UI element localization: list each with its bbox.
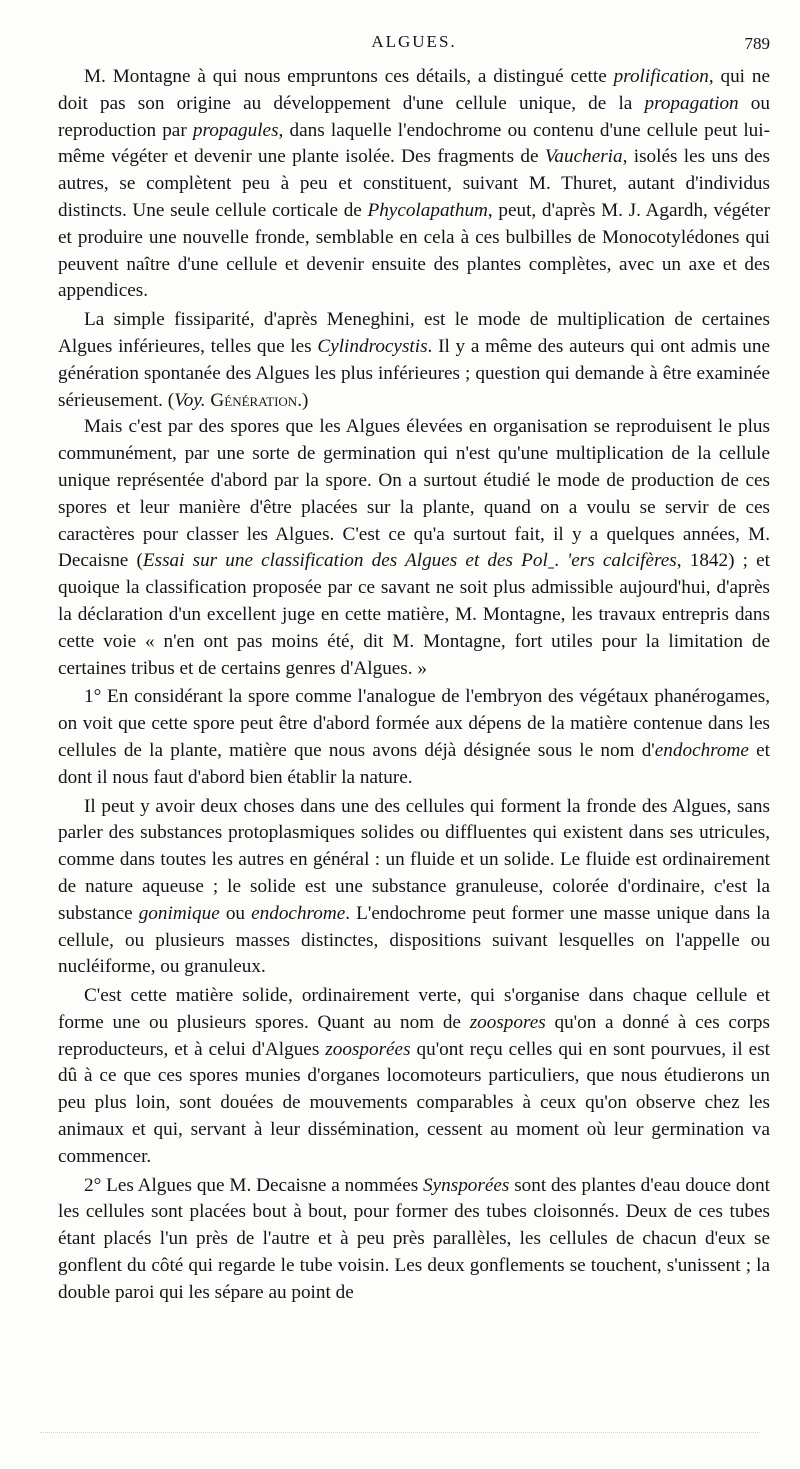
- text-run: C'est cette matière solide, ordinairement verte, qui s'organise dans chaque cellule et forme une ou plusieurs spores. Quant au nom de: [58, 985, 770, 1033]
- italic-text: endochrome: [654, 739, 749, 761]
- italic-text: Cylindrocystis: [317, 335, 428, 357]
- text-run: Il peut y avoir deux choses dans une des cellules qui forment la fronde des Algues, sans parler des substances protoplasmiques solides ou diffluentes qui existent dans ses utricules, comme dans toutes les autres en général : un fluide et un solide. Le fluide est ordinairement de nature aqueuse ; le solide est une substance granuleuse, colorée d'ordinaire, c'est la substance: [58, 795, 770, 924]
- text-run: ou reproduction par: [58, 92, 770, 141]
- italic-text: Voy.: [174, 389, 206, 411]
- text-run: ˍ.: [547, 550, 568, 572]
- text-run: . Il y a même des auteurs qui ont admis une génération spontanée des Algues les plus inférieures ; question qui demande à être examinée sérieusement. (: [58, 335, 770, 411]
- italic-text: Synsporées: [423, 1174, 510, 1196]
- text-run: . L'endochrome peut former une masse unique dans la cellule, ou plusieurs masses distinctes, dispositions suivant lesquelles on l'appelle ou nucléiforme, ou granuleux.: [58, 902, 770, 978]
- italic-text: propagules: [192, 119, 279, 141]
- paragraph: [58, 414, 770, 682]
- text-run: M. Montagne à qui nous empruntons ces détails, a distingué cette: [84, 66, 614, 87]
- text-run: qu'ont reçu celles qui en sont pourvues, il est dû à ce que ces spores munies d'organes locomoteurs particuliers, que nous étudierons un peu plus loin, sont douées de mouvements comparables à ceux qu'on observe chez les animaux et qui, servant à leur dissémination, cessent au moment où leur germination va commencer.: [58, 1038, 770, 1167]
- scan-footer-marks: [40, 1432, 760, 1439]
- text-run: , 1842) ; et quoique la classification proposée par ce savant ne soit plus admissible aujourd'hui, d'après la déclaration d'un excellent juge en cette matière, M. Montagne, les travaux entrepris dans cette voie « n'en ont pas moins été, dit M. Montagne, fort utiles pour la limitation de certaines tribus et de certains genres d'Algues. »: [58, 550, 770, 679]
- italic-text: endochrome: [251, 902, 346, 924]
- page-number: 789: [744, 34, 770, 53]
- text-run: ou: [219, 902, 252, 924]
- page-body: [58, 64, 770, 1307]
- paragraph: [58, 983, 770, 1171]
- paragraph: [58, 307, 770, 414]
- italic-text: Essai sur une classification des Algues et des Pol: [142, 550, 548, 572]
- italic-text: Vaucheria: [544, 146, 623, 168]
- text-run: .): [297, 389, 309, 411]
- text-run: , qui ne doit pas son origine au développement d'une cellule unique, de la: [58, 66, 770, 114]
- italic-text: prolification: [613, 66, 709, 87]
- paragraph: [58, 64, 770, 305]
- running-title: ALGUES.: [371, 32, 457, 51]
- text-run: et dont il nous faut d'abord bien établir la nature.: [58, 739, 770, 788]
- text-run: , dans laquelle l'endochrome ou contenu d'une cellule peut lui-même végéter et devenir une plante isolée. Des fragments de: [58, 119, 770, 168]
- italic-text: zoosporées: [325, 1038, 411, 1060]
- italic-text: gonimique: [138, 902, 220, 924]
- paragraph: [58, 794, 770, 982]
- page-header: [58, 28, 770, 58]
- italic-text: propagation: [644, 92, 739, 114]
- italic-text: zoospores: [469, 1011, 546, 1033]
- text-run: La simple fissiparité, d'après Meneghini, est le mode de multiplication de certaines Algues inférieures, telles que les: [58, 309, 770, 357]
- text-run: , isolés les uns des autres, se complètent peu à peu et constituent, suivant M. Thuret, autant d'individus distincts. Une seule cellule corticale de: [58, 146, 770, 221]
- text-run: sont des plantes d'eau douce dont les cellules sont placées bout à bout, pour former des tubes cloisonnés. Deux de ces tubes étant placés l'un près de l'autre et à peu près parallèles, les cellules de chacun d'eux se gonflent du côté qui regarde le tube voisin. Les deux gonflements se touchent, s'unissent ; la double paroi qui les sépare au point de: [58, 1174, 770, 1303]
- italic-text: 'ers calcifères: [567, 550, 677, 572]
- paragraph: [58, 684, 770, 791]
- text-run: 2° Les Algues que M. Decaisne a nommées: [84, 1174, 424, 1196]
- text-run: , peut, d'après M. J. Agardh, végéter et produire une nouvelle fronde, semblable en cela à ces bulbilles de Monocotylédones qui peuvent naître d'une cellule et devenir ensuite des plantes complètes, avec un axe et des appendices.: [58, 199, 770, 302]
- italic-text: Phycolapathum: [367, 199, 488, 221]
- paragraph: [58, 1173, 770, 1307]
- text-run: qu'on a donné à ces corps reproducteurs, et à celui d'Algues: [58, 1011, 770, 1060]
- text-run: 1° En considérant la spore comme l'analogue de l'embryon des végétaux phanérogames, on voit que cette spore peut être d'abord formée aux dépens de la matière contenue dans les cellules de la plante, matière que nous avons déjà désignée sous le nom d': [58, 686, 770, 761]
- text-run: Mais c'est par des spores que les Algues élevées en organisation se reproduisent le plus communément, par une sorte de germination qui n'est qu'une multiplication de la cellule unique représentée d'abord par la spore. On a surtout étudié le mode de production de ces spores et leur manière d'être placées sur la plante, quand on a voulu se servir de ces caractères pour classer les Algues. C'est ce qu'a surtout fait, il y a quelques années, M. Decaisne (: [58, 416, 770, 572]
- small-caps-text: Génération: [210, 389, 298, 411]
